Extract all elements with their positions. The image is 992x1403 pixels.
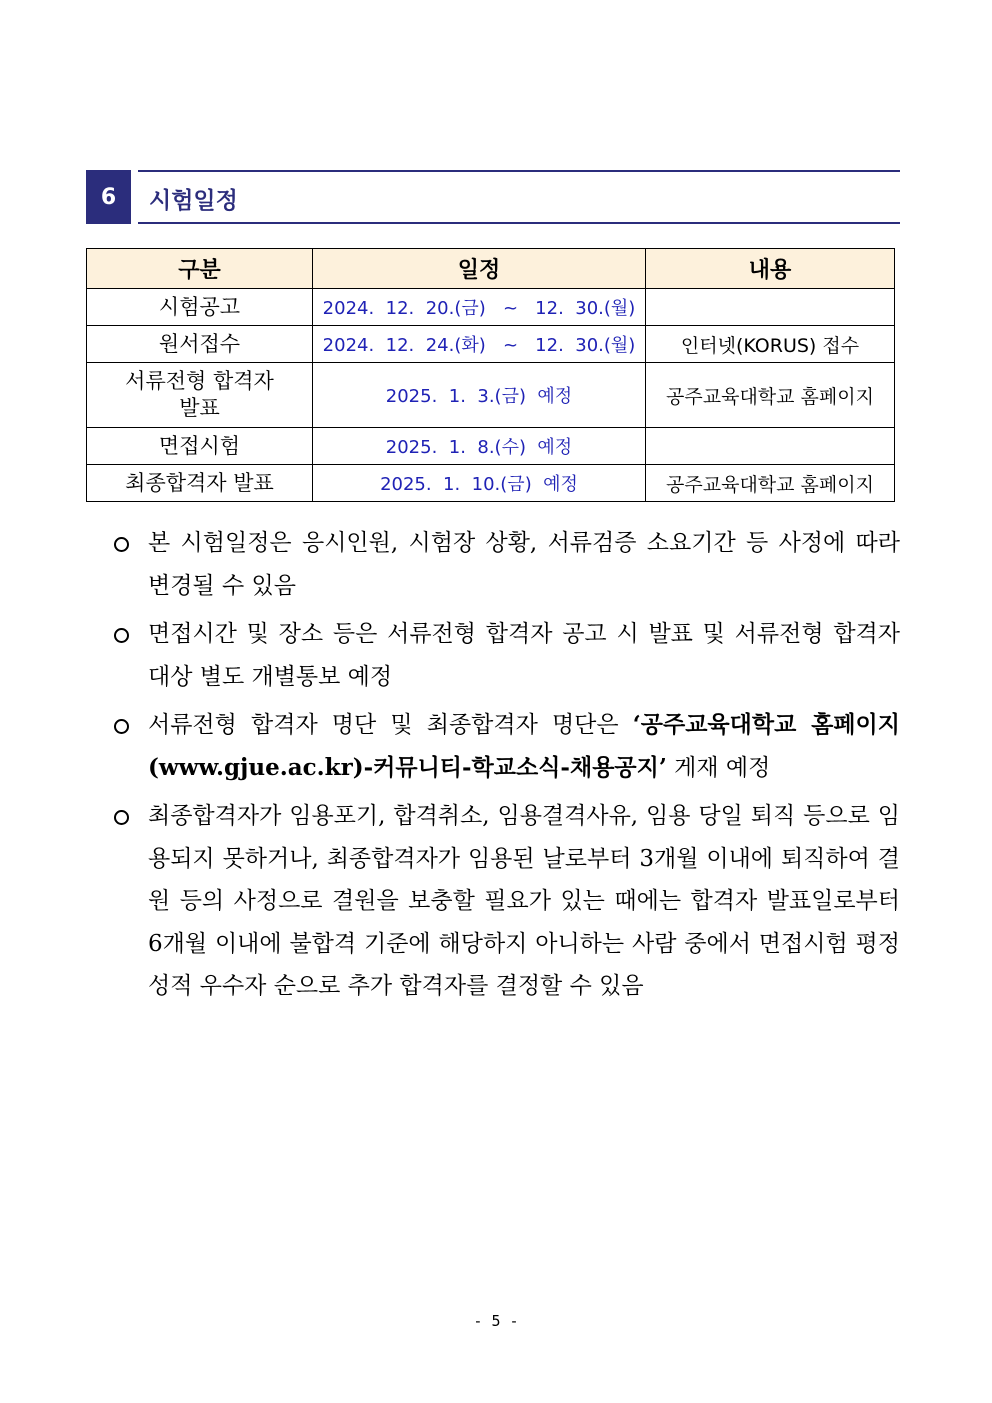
row-category: 시험공고	[87, 289, 313, 326]
header-schedule: 일정	[313, 249, 646, 289]
note-text: 본 시험일정은 응시인원, 시험장 상황, 서류검증 소요기간 등 사정에 따라 변경될 수 있음	[148, 530, 900, 599]
note-text: 최종합격자가 임용포기, 합격취소, 임용결격사유, 임용 당일 퇴직 등으로 임용되지 못하거나, 최종합격자가 임용된 날로부터 3개월 이내에 퇴직하여 결원 등의 사정으로 결원을 보충할 필요가 있는 때에는 합격자 발표일로부터 6개월 이내에 불합격 기준에 해당하지 아니하는 사람 중에서 면접시험 평정성적 우수자 순으로 추가 합격자를 결정할 수 있음	[148, 803, 900, 999]
row-schedule: 2024. 12. 20.(금) ~ 12. 30.(월)	[313, 289, 646, 326]
table-row	[87, 363, 895, 428]
schedule-table	[86, 248, 895, 502]
bullet-circle-icon	[114, 628, 129, 643]
section-header	[86, 170, 900, 224]
row-schedule: 2024. 12. 24.(화) ~ 12. 30.(월)	[313, 326, 646, 363]
bullet-circle-icon	[114, 810, 129, 825]
section-number: 6	[86, 170, 131, 224]
row-content: 공주교육대학교 홈페이지	[646, 363, 895, 428]
row-category: 원서접수	[87, 326, 313, 363]
table-row	[87, 465, 895, 502]
table-row	[87, 326, 895, 363]
section-divider-bottom	[138, 222, 900, 224]
note-emphasis-link-path: ‘공주교육대학교 홈페이지(www.gjue.ac.kr)-커뮤니티-학교소식-채용공지’	[148, 711, 900, 781]
page-number: - 5 -	[473, 1312, 519, 1330]
row-schedule: 2025. 1. 3.(금) 예정	[313, 363, 646, 428]
row-category: 서류전형 합격자 발표	[87, 363, 313, 428]
row-content	[646, 289, 895, 326]
bullet-circle-icon	[114, 719, 129, 734]
row-schedule: 2025. 1. 8.(수) 예정	[313, 428, 646, 465]
note-item	[110, 704, 900, 789]
table-row	[87, 428, 895, 465]
bullet-circle-icon	[114, 537, 129, 552]
note-text: 게재 예정	[666, 754, 771, 781]
note-item	[110, 795, 900, 1008]
note-item	[110, 522, 900, 607]
row-category: 최종합격자 발표	[87, 465, 313, 502]
row-content	[646, 428, 895, 465]
table-header-row	[87, 249, 895, 289]
notes-list	[110, 522, 900, 1014]
section-divider-top	[138, 170, 900, 172]
note-text: 면접시간 및 장소 등은 서류전형 합격자 공고 시 발표 및 서류전형 합격자 대상 별도 개별통보 예정	[148, 621, 900, 690]
row-content: 인터넷(KORUS) 접수	[646, 326, 895, 363]
header-content: 내용	[646, 249, 895, 289]
row-content: 공주교육대학교 홈페이지	[646, 465, 895, 502]
section-title: 시험일정	[149, 188, 238, 214]
note-text: 서류전형 합격자 명단 및 최종합격자 명단은	[148, 712, 633, 738]
row-category: 면접시험	[87, 428, 313, 465]
header-category: 구분	[87, 249, 313, 289]
note-item	[110, 613, 900, 698]
row-schedule: 2025. 1. 10.(금) 예정	[313, 465, 646, 502]
table-row	[87, 289, 895, 326]
